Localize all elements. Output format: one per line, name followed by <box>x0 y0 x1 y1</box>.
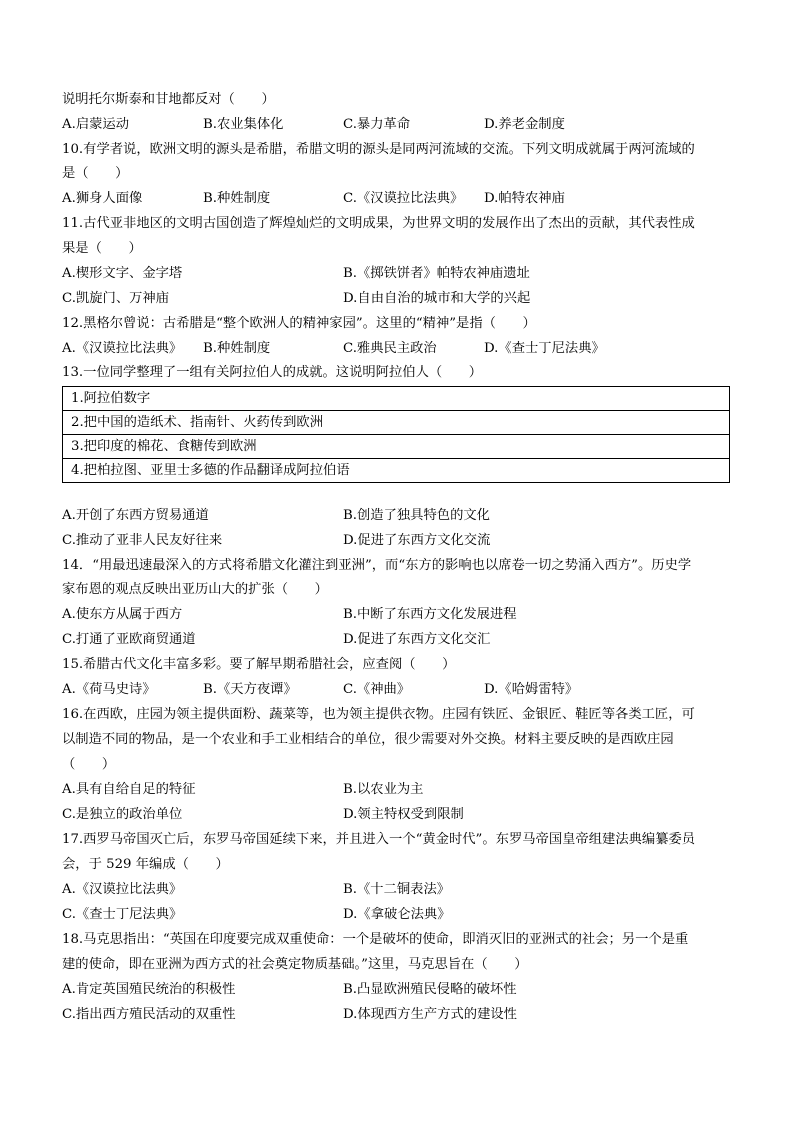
q18-option-b: B.凸显欧洲殖民侵略的破坏性 <box>343 982 517 997</box>
q17-option-a: A.《汉谟拉比法典》 <box>62 882 183 897</box>
q11-option-d: D.自由自治的城市和大学的兴起 <box>343 291 531 306</box>
q9-stem: 说明托尔斯泰和甘地都反对（ ） <box>62 92 275 107</box>
q12-option-d: D.《查士丁尼法典》 <box>484 341 605 356</box>
q17-option-c: C.《查士丁尼法典》 <box>62 907 183 922</box>
q17-stem-line2: 会，于 529 年编成（ ） <box>62 857 229 872</box>
q13-achievements-table <box>62 386 730 483</box>
q14-option-d: D.促进了东西方文化交汇 <box>343 632 491 647</box>
q14-stem-line2: 家布恩的观点反映出亚历山大的扩张（ ） <box>62 582 328 597</box>
q14-option-a: A.使东方从属于西方 <box>62 607 183 622</box>
q10-stem-line2: 是（ ） <box>62 166 129 181</box>
q16-stem-line2: 以制造不同的物品，是一个农业和手工业相结合的单位，很少需要对外交换。材料主要反映的是西欧庄园 <box>62 732 674 747</box>
q15-option-b: B.《天方夜谭》 <box>203 682 297 697</box>
q9-option-b: B.农业集体化 <box>203 117 284 132</box>
q10-option-d: D.帕特农神庙 <box>484 191 565 206</box>
table-cell: 1.阿拉伯数字 <box>63 387 730 411</box>
q9-option-a: A.启蒙运动 <box>62 117 130 132</box>
q16-option-b: B.以农业为主 <box>343 782 424 797</box>
q16-option-c: C.是独立的政治单位 <box>62 807 183 822</box>
q12-option-c: C.雅典民主政治 <box>343 341 437 356</box>
q12-option-b: B.种姓制度 <box>203 341 271 356</box>
table-row <box>63 411 730 435</box>
q15-option-a: A.《荷马史诗》 <box>62 682 156 697</box>
q16-option-d: D.领主特权受到限制 <box>343 807 464 822</box>
q10-option-b: B.种姓制度 <box>203 191 271 206</box>
q11-option-b: B.《掷铁饼者》帕特农神庙遗址 <box>343 266 530 281</box>
q16-option-a: A.具有自给自足的特征 <box>62 782 196 797</box>
q13-stem: 13.一位同学整理了一组有关阿拉伯人的成就。这说明阿拉伯人（ ） <box>62 365 483 380</box>
q14-option-c: C.打通了亚欧商贸通道 <box>62 632 196 647</box>
q11-stem-line2: 果是（ ） <box>62 241 142 256</box>
q9-option-d: D.养老金制度 <box>484 117 565 132</box>
q12-stem: 12.黑格尔曾说：古希腊是“整个欧洲人的精神家园”。这里的“精神”是指（ ） <box>62 316 536 331</box>
q10-option-c: C.《汉谟拉比法典》 <box>343 191 464 206</box>
q10-option-a: A.狮身人面像 <box>62 191 143 206</box>
q12-option-a: A.《汉谟拉比法典》 <box>62 341 183 356</box>
q13-option-b: B.创造了独具特色的文化 <box>343 508 490 523</box>
q16-stem-line1: 16.在西欧，庄园为领主提供面粉、蔬菜等，也为领主提供衣物。庄园有铁匠、金银匠、鞋匠等各类工匠，可 <box>62 707 695 722</box>
table-cell: 4.把柏拉图、亚里士多德的作品翻译成阿拉伯语 <box>63 459 730 483</box>
q14-option-b: B.中断了东西方文化发展进程 <box>343 607 517 622</box>
q15-stem: 15.希腊古代文化丰富多彩。要了解早期希腊社会，应查阅（ ） <box>62 657 456 672</box>
q18-stem-line2: 建的使命，即在亚洲为西方式的社会奠定物质基础。”这里，马克思旨在（ ） <box>62 957 528 972</box>
q15-option-c: C.《神曲》 <box>343 682 411 697</box>
q13-option-d: D.促进了东西方文化交流 <box>343 533 491 548</box>
table-row <box>63 435 730 459</box>
q10-stem-line1: 10.有学者说，欧洲文明的源头是希腊，希腊文明的源头是同两河流域的交流。下列文明成就属于两河流域的 <box>62 142 695 157</box>
q9-option-c: C.暴力革命 <box>343 117 411 132</box>
q14-stem-line1: 14．“用最迅速最深入的方式将希腊文化灌注到亚洲”，而“东方的影响也以席卷一切之势涌入西方”。历史学 <box>62 558 692 573</box>
q13-option-c: C.推动了亚非人民友好往来 <box>62 533 223 548</box>
table-cell: 3.把印度的棉花、食糖传到欧洲 <box>63 435 730 459</box>
table-row <box>63 387 730 411</box>
q18-stem-line1: 18.马克思指出：“英国在印度要完成双重使命：一个是破坏的使命，即消灭旧的亚洲式的社会；另一个是重 <box>62 932 689 947</box>
q17-option-d: D.《拿破仑法典》 <box>343 907 451 922</box>
q15-option-d: D.《哈姆雷特》 <box>484 682 579 697</box>
q11-option-a: A.楔形文字、金字塔 <box>62 266 183 281</box>
table-cell: 2.把中国的造纸术、指南针、火药传到欧洲 <box>63 411 730 435</box>
q18-option-c: C.指出西方殖民活动的双重性 <box>62 1007 236 1022</box>
q13-option-a: A.开创了东西方贸易通道 <box>62 508 209 523</box>
table-row <box>63 459 730 483</box>
q18-option-d: D.体现西方生产方式的建设性 <box>343 1007 517 1022</box>
q11-option-c: C.凯旋门、万神庙 <box>62 291 170 306</box>
q18-option-a: A.肯定英国殖民统治的积极性 <box>62 982 236 997</box>
q16-stem-line3: （ ） <box>62 757 116 772</box>
q17-stem-line1: 17.西罗马帝国灭亡后，东罗马帝国延续下来，并且进入一个“黄金时代”。东罗马帝国皇帝组建法典编纂委员 <box>62 832 696 847</box>
q17-option-b: B.《十二铜表法》 <box>343 882 451 897</box>
q11-stem-line1: 11.古代亚非地区的文明古国创造了辉煌灿烂的文明成果，为世界文明的发展作出了杰出的贡献，其代表性成 <box>62 216 695 231</box>
